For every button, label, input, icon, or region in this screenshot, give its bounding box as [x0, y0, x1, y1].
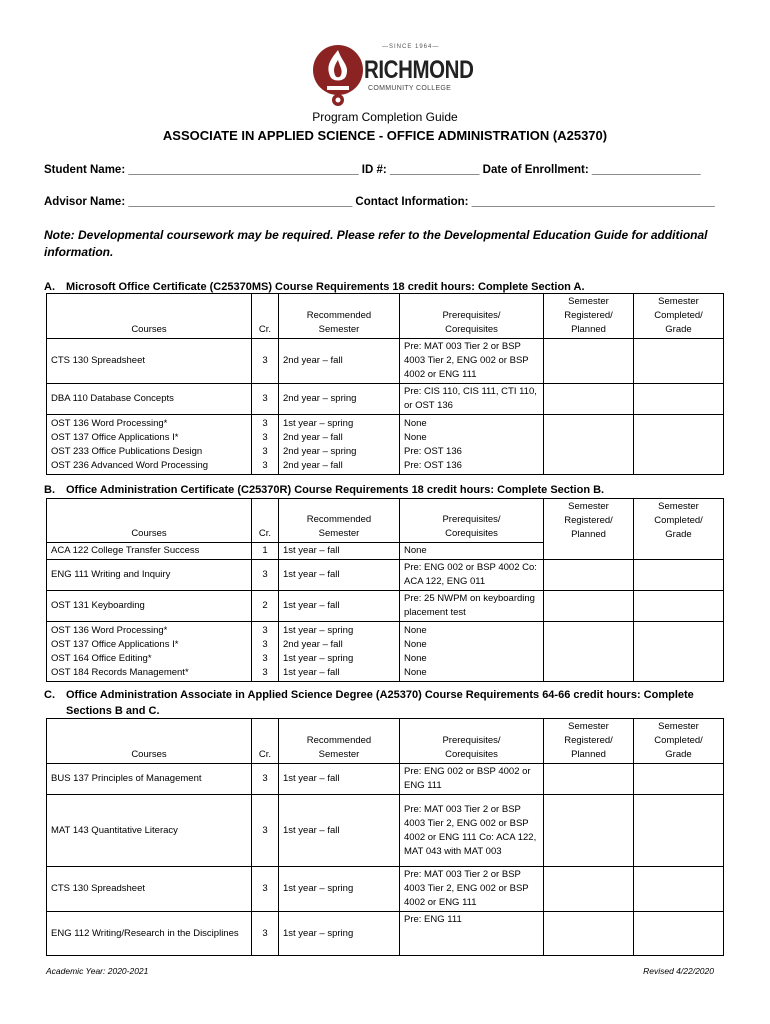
recommended-semester: 2nd year – fall [279, 339, 400, 384]
recommended-semester: 1st year – spring [279, 867, 400, 912]
col-prerequisites: Prerequisites/ Corequisites [400, 499, 544, 543]
credit-hours: 1 [252, 543, 279, 560]
prerequisites: Pre: CIS 110, CIS 111, CTI 110, or OST 136 [400, 384, 544, 415]
credit-hours: 3 [252, 384, 279, 415]
logo-subtitle: COMMUNITY COLLEGE [368, 85, 452, 92]
credit-hours: 3 [252, 560, 279, 591]
revision-date: Revised 4/22/2020 [643, 966, 714, 976]
table-row [47, 867, 724, 912]
section-title-continued: Sections B and C. [66, 705, 160, 717]
section-b-table [46, 498, 724, 682]
prerequisites: Pre: ENG 111 [400, 912, 544, 956]
table-header-row [47, 499, 724, 543]
table-row [47, 384, 724, 415]
recommended-semester: 1st year – fall [279, 591, 400, 622]
col-registered: Semester Registered/ Planned [544, 499, 634, 560]
course-name-group: OST 136 Word Processing* OST 137 Office Applications I* OST 164 Office Editing* OST 184 Records Management* [47, 622, 252, 682]
advisor-info-line: Advisor Name: ___________________________________ Contact Information: ______________________________________ [44, 196, 715, 208]
logo-since-text: —SINCE 1964— [382, 44, 440, 50]
col-cr: Cr. [252, 294, 279, 339]
col-completed: Semester Completed/ Grade [634, 499, 724, 560]
recommended-semester: 1st year – fall [279, 795, 400, 867]
col-prerequisites: Prerequisites/ Corequisites [400, 294, 544, 339]
completed-cell[interactable] [634, 764, 724, 795]
section-a-table [46, 293, 724, 475]
prerequisites: None [400, 543, 544, 560]
course-name: DBA 110 Database Concepts [47, 384, 252, 415]
col-cr: Cr. [252, 719, 279, 764]
col-recommended: Recommended Semester [279, 499, 400, 543]
course-name: CTS 130 Spreadsheet [47, 339, 252, 384]
course-name: CTS 130 Spreadsheet [47, 867, 252, 912]
table-row [47, 560, 724, 591]
section-title: Office Administration Associate in Applied Science Degree (A25370) Course Requirements 64-66 credit hours: Complete [66, 689, 694, 701]
recommended-semester: 1st year – fall [279, 560, 400, 591]
completed-cell[interactable] [634, 795, 724, 867]
student-info-line: Student Name: ____________________________________ ID #: ______________ Date of Enrollment: _________________ [44, 164, 701, 176]
table-row [47, 339, 724, 384]
course-name: MAT 143 Quantitative Literacy [47, 795, 252, 867]
col-cr: Cr. [252, 499, 279, 543]
recommended-semester: 2nd year – spring [279, 384, 400, 415]
credit-hours: 3 [252, 764, 279, 795]
course-name: BUS 137 Principles of Management [47, 764, 252, 795]
col-courses: Courses [47, 499, 252, 543]
registered-cell[interactable] [544, 415, 634, 475]
flame-emblem-icon [312, 42, 364, 108]
registered-cell[interactable] [544, 560, 634, 591]
col-recommended: Recommended Semester [279, 294, 400, 339]
completed-cell[interactable] [634, 912, 724, 956]
section-letter: C. [44, 689, 55, 701]
credit-hours: 3 [252, 339, 279, 384]
recommended-semester: 1st year – spring [279, 912, 400, 956]
registered-cell[interactable] [544, 912, 634, 956]
registered-cell[interactable] [544, 591, 634, 622]
col-courses: Courses [47, 294, 252, 339]
prerequisites: Pre: MAT 003 Tier 2 or BSP 4003 Tier 2, ENG 002 or BSP 4002 or ENG 111 [400, 867, 544, 912]
completed-cell[interactable] [634, 591, 724, 622]
guide-label: Program Completion Guide [312, 110, 458, 124]
col-completed: Semester Completed/ Grade [634, 294, 724, 339]
section-c-table [46, 718, 724, 956]
table-header-row [47, 719, 724, 764]
completed-cell[interactable] [634, 867, 724, 912]
credit-hours: 3 [252, 795, 279, 867]
table-row [47, 591, 724, 622]
registered-cell[interactable] [544, 339, 634, 384]
logo-wordmark: RICHMOND [364, 56, 474, 84]
section-title: Office Administration Certificate (C25370R) Course Requirements 18 credit hours: Complete Section B. [66, 484, 605, 496]
developmental-note: Note: Developmental coursework may be required. Please refer to the Developmental Education Guide for additional information. [44, 228, 708, 259]
registered-cell[interactable] [544, 622, 634, 682]
col-prerequisites: Prerequisites/ Corequisites [400, 719, 544, 764]
prerequisites: Pre: ENG 002 or BSP 4002 Co: ACA 122, ENG 011 [400, 560, 544, 591]
col-registered: Semester Registered/ Planned [544, 719, 634, 764]
col-recommended: Recommended Semester [279, 719, 400, 764]
prerequisites: Pre: MAT 003 Tier 2 or BSP 4003 Tier 2, ENG 002 or BSP 4002 or ENG 111 Co: ACA 122, MAT 043 with MAT 003 [400, 795, 544, 867]
prerequisites-group: None None Pre: OST 136 Pre: OST 136 [400, 415, 544, 475]
completed-cell[interactable] [634, 560, 724, 591]
course-name: ACA 122 College Transfer Success [47, 543, 252, 560]
course-name: OST 131 Keyboarding [47, 591, 252, 622]
recommended-semester: 1st year – fall [279, 543, 400, 560]
col-registered: Semester Registered/ Planned [544, 294, 634, 339]
table-row [47, 795, 724, 867]
recommended-semester-group: 1st year – spring 2nd year – fall 2nd year – spring 2nd year – fall [279, 415, 400, 475]
section-letter: B. [44, 484, 55, 496]
credit-hours: 3 [252, 912, 279, 956]
section-b-heading [44, 482, 604, 498]
completed-cell[interactable] [634, 384, 724, 415]
credit-hours: 2 [252, 591, 279, 622]
table-row-group [47, 622, 724, 682]
table-row-group [47, 415, 724, 475]
registered-cell[interactable] [544, 384, 634, 415]
completed-cell[interactable] [634, 622, 724, 682]
recommended-semester-group: 1st year – spring 2nd year – fall 1st year – spring 1st year – fall [279, 622, 400, 682]
completed-cell[interactable] [634, 415, 724, 475]
registered-cell[interactable] [544, 795, 634, 867]
credit-hours: 3 [252, 867, 279, 912]
course-name-group: OST 136 Word Processing* OST 137 Office Applications I* OST 233 Office Publications Design OST 236 Advanced Word Processing [47, 415, 252, 475]
registered-cell[interactable] [544, 867, 634, 912]
credit-hours-group: 3 3 3 3 [252, 415, 279, 475]
section-letter: A. [44, 281, 55, 293]
section-c-heading [44, 687, 694, 719]
col-courses: Courses [47, 719, 252, 764]
table-row [47, 764, 724, 795]
table-row [47, 912, 724, 956]
page-title: ASSOCIATE IN APPLIED SCIENCE - OFFICE ADMINISTRATION (A25370) [162, 128, 608, 143]
recommended-semester: 1st year – fall [279, 764, 400, 795]
completed-cell[interactable] [634, 339, 724, 384]
college-logo [312, 42, 474, 110]
prerequisites-group: None None None None [400, 622, 544, 682]
academic-year: Academic Year: 2020-2021 [46, 966, 149, 976]
col-completed: Semester Completed/ Grade [634, 719, 724, 764]
prerequisites: Pre: ENG 002 or BSP 4002 or ENG 111 [400, 764, 544, 795]
section-title: Microsoft Office Certificate (C25370MS) Course Requirements 18 credit hours: Complete Section A. [66, 281, 585, 293]
table-header-row [47, 294, 724, 339]
course-name: ENG 112 Writing/Research in the Disciplines [47, 912, 252, 956]
prerequisites: Pre: 25 NWPM on keyboarding placement test [400, 591, 544, 622]
credit-hours-group: 3 3 3 3 [252, 622, 279, 682]
registered-cell[interactable] [544, 764, 634, 795]
course-name: ENG 111 Writing and Inquiry [47, 560, 252, 591]
prerequisites: Pre: MAT 003 Tier 2 or BSP 4003 Tier 2, ENG 002 or BSP 4002 or ENG 111 [400, 339, 544, 384]
